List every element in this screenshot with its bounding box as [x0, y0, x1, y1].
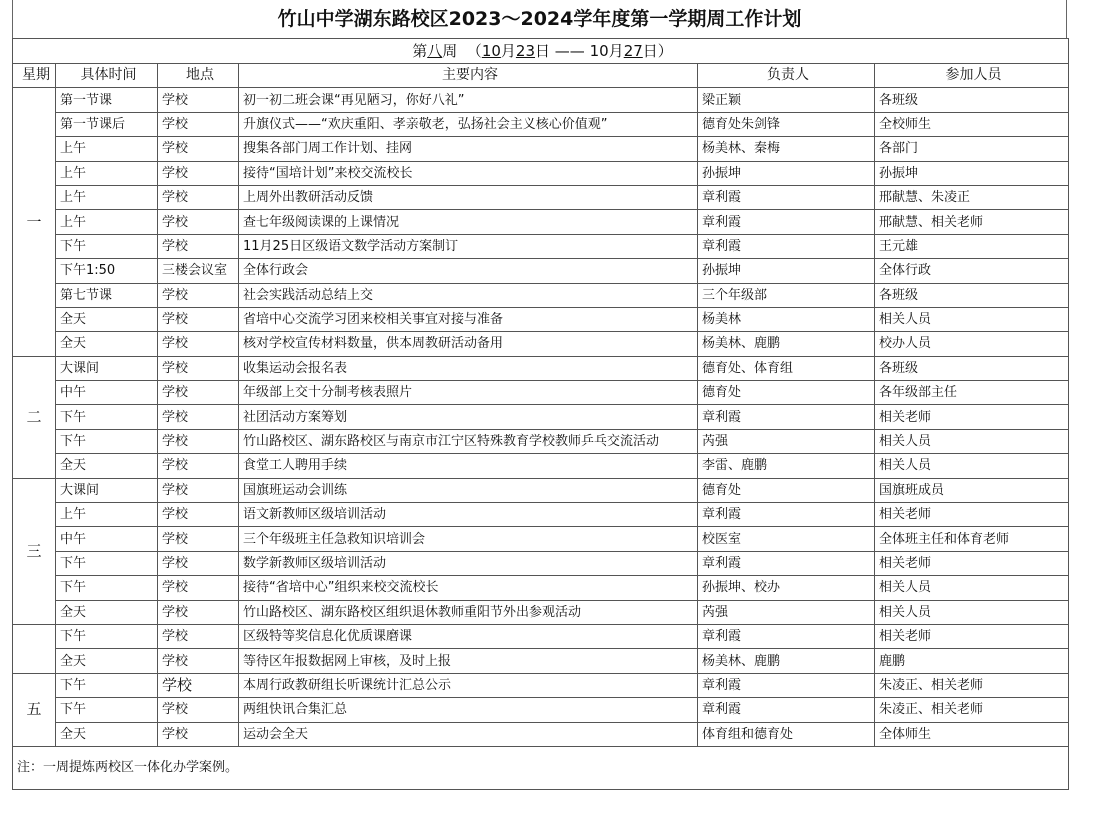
participants-cell: 相关人员	[875, 307, 1069, 331]
place-cell: 学校	[158, 478, 239, 502]
place-cell: 学校	[158, 234, 239, 258]
table-row	[13, 259, 1069, 283]
content-cell: 三个年级班主任急救知识培训会	[239, 527, 698, 551]
content-cell: 收集运动会报名表	[239, 356, 698, 380]
table-row	[13, 429, 1069, 453]
content-cell: 等待区年报数据网上审核，及时上报	[239, 649, 698, 673]
header-owner: 负责人	[698, 64, 875, 88]
content-cell: 本周行政教研组长听课统计汇总公示	[239, 673, 698, 697]
table-row	[13, 624, 1069, 648]
week-range	[13, 39, 1069, 64]
end-month-char: 月	[608, 41, 624, 60]
content-cell: 社团活动方案筹划	[239, 405, 698, 429]
place-cell: 学校	[158, 307, 239, 331]
week-suffix: 周	[442, 41, 458, 60]
owner-cell: 孙振坤、校办	[698, 576, 875, 600]
time-cell: 上午	[56, 503, 158, 527]
content-cell: 接待“国培计划”来校交流校长	[239, 161, 698, 185]
start-month: 10	[481, 41, 501, 60]
time-cell: 下午	[56, 405, 158, 429]
table-row	[13, 600, 1069, 624]
time-cell: 上午	[56, 185, 158, 209]
owner-cell: 章利霞	[698, 673, 875, 697]
content-cell: 升旗仪式——“欢庆重阳、孝亲敬老，弘扬社会主义核心价值观”	[239, 112, 698, 136]
place-cell: 三楼会议室	[158, 259, 239, 283]
table-row	[13, 356, 1069, 380]
participants-cell: 各年级部主任	[875, 381, 1069, 405]
owner-cell: 章利霞	[698, 405, 875, 429]
participants-cell: 国旗班成员	[875, 478, 1069, 502]
participants-cell: 校办人员	[875, 332, 1069, 356]
owner-cell: 校医室	[698, 527, 875, 551]
participants-cell: 相关人员	[875, 576, 1069, 600]
table-row	[13, 576, 1069, 600]
date-dash: ——	[550, 41, 590, 60]
time-cell: 下午	[56, 551, 158, 575]
header-time: 具体时间	[56, 64, 158, 88]
month-char: 月	[500, 41, 516, 60]
time-cell: 全天	[56, 332, 158, 356]
weekday-cell	[13, 624, 56, 673]
place-cell: 学校	[158, 283, 239, 307]
participants-cell: 各班级	[875, 283, 1069, 307]
participants-cell: 全体师生	[875, 722, 1069, 746]
content-cell: 国旗班运动会训练	[239, 478, 698, 502]
time-cell: 下午	[56, 624, 158, 648]
time-cell: 第七节课	[56, 283, 158, 307]
day-char: 日	[535, 41, 551, 60]
footer-note: 注：一周提炼两校区一体化办学案例。	[13, 746, 1069, 789]
participants-cell: 朱凌正、相关老师	[875, 698, 1069, 722]
owner-cell: 德育处、体育组	[698, 356, 875, 380]
participants-cell: 全体行政	[875, 259, 1069, 283]
time-cell: 下午	[56, 673, 158, 697]
start-day: 23	[515, 41, 536, 60]
place-cell: 学校	[158, 356, 239, 380]
time-cell: 大课间	[56, 478, 158, 502]
owner-cell: 三个年级部	[698, 283, 875, 307]
time-cell: 下午1:50	[56, 259, 158, 283]
time-cell: 中午	[56, 381, 158, 405]
participants-cell: 相关人员	[875, 429, 1069, 453]
time-cell: 下午	[56, 234, 158, 258]
place-cell: 学校	[158, 88, 239, 112]
header-row	[13, 64, 1069, 88]
time-cell: 下午	[56, 698, 158, 722]
participants-cell: 相关人员	[875, 600, 1069, 624]
owner-cell: 李雷、鹿鹏	[698, 454, 875, 478]
weekday-cell: 一	[13, 88, 56, 356]
content-cell: 年级部上交十分制考核表照片	[239, 381, 698, 405]
table-row	[13, 161, 1069, 185]
place-cell: 学校	[158, 722, 239, 746]
table-row	[13, 649, 1069, 673]
time-cell: 全天	[56, 307, 158, 331]
table-row	[13, 283, 1069, 307]
table-row	[13, 88, 1069, 112]
content-cell: 接待“省培中心”组织来校交流校长	[239, 576, 698, 600]
time-cell: 下午	[56, 429, 158, 453]
close-paren: 日）	[642, 41, 673, 60]
table-row	[13, 332, 1069, 356]
header-participants: 参加人员	[875, 64, 1069, 88]
place-cell: 学校	[158, 503, 239, 527]
header-content: 主要内容	[239, 64, 698, 88]
end-day: 27	[623, 41, 643, 60]
place-cell: 学校	[158, 381, 239, 405]
table-row	[13, 210, 1069, 234]
owner-cell: 孙振坤	[698, 161, 875, 185]
place-cell: 学校	[158, 673, 239, 697]
owner-cell: 芮强	[698, 600, 875, 624]
table-row	[13, 405, 1069, 429]
owner-cell: 章利霞	[698, 551, 875, 575]
table-row	[13, 137, 1069, 161]
participants-cell: 各班级	[875, 356, 1069, 380]
time-cell: 大课间	[56, 356, 158, 380]
owner-cell: 梁正颖	[698, 88, 875, 112]
owner-cell: 孙振坤	[698, 259, 875, 283]
table-row	[13, 454, 1069, 478]
work-plan-document	[12, 0, 1067, 790]
table-row	[13, 527, 1069, 551]
table-row	[13, 673, 1069, 697]
open-paren: （	[466, 41, 482, 60]
time-cell: 第一节课	[56, 88, 158, 112]
content-cell: 上周外出教研活动反馈	[239, 185, 698, 209]
week-number: 八	[427, 41, 443, 60]
time-cell: 上午	[56, 161, 158, 185]
end-month-prefix: 10	[589, 41, 609, 60]
content-cell: 社会实践活动总结上交	[239, 283, 698, 307]
place-cell: 学校	[158, 185, 239, 209]
owner-cell: 德育处	[698, 381, 875, 405]
time-cell: 全天	[56, 600, 158, 624]
participants-cell: 各班级	[875, 88, 1069, 112]
owner-cell: 章利霞	[698, 210, 875, 234]
content-cell: 竹山路校区、湖东路校区组织退休教师重阳节外出参观活动	[239, 600, 698, 624]
place-cell: 学校	[158, 624, 239, 648]
time-cell: 上午	[56, 210, 158, 234]
content-cell: 两组快讯合集汇总	[239, 698, 698, 722]
participants-cell: 邢献慧、相关老师	[875, 210, 1069, 234]
owner-cell: 章利霞	[698, 624, 875, 648]
time-cell: 全天	[56, 722, 158, 746]
table-row	[13, 698, 1069, 722]
participants-cell: 全校师生	[875, 112, 1069, 136]
place-cell: 学校	[158, 137, 239, 161]
participants-cell: 相关老师	[875, 405, 1069, 429]
week-row	[13, 39, 1069, 64]
place-cell: 学校	[158, 649, 239, 673]
table-row	[13, 503, 1069, 527]
content-cell: 数学新教师区级培训活动	[239, 551, 698, 575]
header-day: 星期	[13, 64, 56, 88]
owner-cell: 杨美林、鹿鹏	[698, 649, 875, 673]
time-cell: 上午	[56, 137, 158, 161]
content-cell: 区级特等奖信息化优质课磨课	[239, 624, 698, 648]
content-cell: 初一初二班会课“再见陋习，你好八礼”	[239, 88, 698, 112]
content-cell: 全体行政会	[239, 259, 698, 283]
owner-cell: 芮强	[698, 429, 875, 453]
time-cell: 中午	[56, 527, 158, 551]
time-cell: 全天	[56, 649, 158, 673]
time-cell: 下午	[56, 576, 158, 600]
content-cell: 竹山路校区、湖东路校区与南京市江宁区特殊教育学校教师乒乓交流活动	[239, 429, 698, 453]
place-cell: 学校	[158, 112, 239, 136]
participants-cell: 相关老师	[875, 503, 1069, 527]
place-cell: 学校	[158, 698, 239, 722]
header-place: 地点	[158, 64, 239, 88]
participants-cell: 孙振坤	[875, 161, 1069, 185]
weekday-cell: 五	[13, 673, 56, 746]
table-row	[13, 722, 1069, 746]
place-cell: 学校	[158, 405, 239, 429]
owner-cell: 体育组和德育处	[698, 722, 875, 746]
content-cell: 食堂工人聘用手续	[239, 454, 698, 478]
content-cell: 查七年级阅读课的上课情况	[239, 210, 698, 234]
weekday-cell: 三	[13, 478, 56, 624]
participants-cell: 各部门	[875, 137, 1069, 161]
content-cell: 核对学校宣传材料数量，供本周教研活动备用	[239, 332, 698, 356]
owner-cell: 章利霞	[698, 698, 875, 722]
place-cell: 学校	[158, 551, 239, 575]
participants-cell: 鹿鹏	[875, 649, 1069, 673]
table-row	[13, 478, 1069, 502]
schedule-table	[12, 38, 1069, 790]
table-row	[13, 234, 1069, 258]
place-cell: 学校	[158, 161, 239, 185]
owner-cell: 德育处	[698, 478, 875, 502]
owner-cell: 德育处朱剑锋	[698, 112, 875, 136]
owner-cell: 章利霞	[698, 185, 875, 209]
place-cell: 学校	[158, 429, 239, 453]
page-title: 竹山中学湖东路校区2023～2024学年度第一学期周工作计划	[12, 0, 1067, 38]
content-cell: 省培中心交流学习团来校相关事宜对接与准备	[239, 307, 698, 331]
note-row	[13, 746, 1069, 789]
content-cell: 运动会全天	[239, 722, 698, 746]
weekday-cell: 二	[13, 356, 56, 478]
participants-cell: 王元雄	[875, 234, 1069, 258]
participants-cell: 邢献慧、朱凌正	[875, 185, 1069, 209]
participants-cell: 相关老师	[875, 551, 1069, 575]
owner-cell: 章利霞	[698, 234, 875, 258]
table-row	[13, 112, 1069, 136]
place-cell: 学校	[158, 454, 239, 478]
owner-cell: 杨美林、秦梅	[698, 137, 875, 161]
time-cell: 全天	[56, 454, 158, 478]
week-prefix: 第	[412, 41, 428, 60]
owner-cell: 杨美林	[698, 307, 875, 331]
owner-cell: 杨美林、鹿鹏	[698, 332, 875, 356]
place-cell: 学校	[158, 600, 239, 624]
content-cell: 11月25日区级语文数学活动方案制订	[239, 234, 698, 258]
table-row	[13, 185, 1069, 209]
table-row	[13, 381, 1069, 405]
table-row	[13, 551, 1069, 575]
participants-cell: 全体班主任和体育老师	[875, 527, 1069, 551]
participants-cell: 相关人员	[875, 454, 1069, 478]
place-cell: 学校	[158, 210, 239, 234]
content-cell: 语文新教师区级培训活动	[239, 503, 698, 527]
owner-cell: 章利霞	[698, 503, 875, 527]
place-cell: 学校	[158, 527, 239, 551]
time-cell: 第一节课后	[56, 112, 158, 136]
participants-cell: 朱凌正、相关老师	[875, 673, 1069, 697]
content-cell: 搜集各部门周工作计划、挂网	[239, 137, 698, 161]
place-cell: 学校	[158, 576, 239, 600]
table-row	[13, 307, 1069, 331]
place-cell: 学校	[158, 332, 239, 356]
participants-cell: 相关老师	[875, 624, 1069, 648]
